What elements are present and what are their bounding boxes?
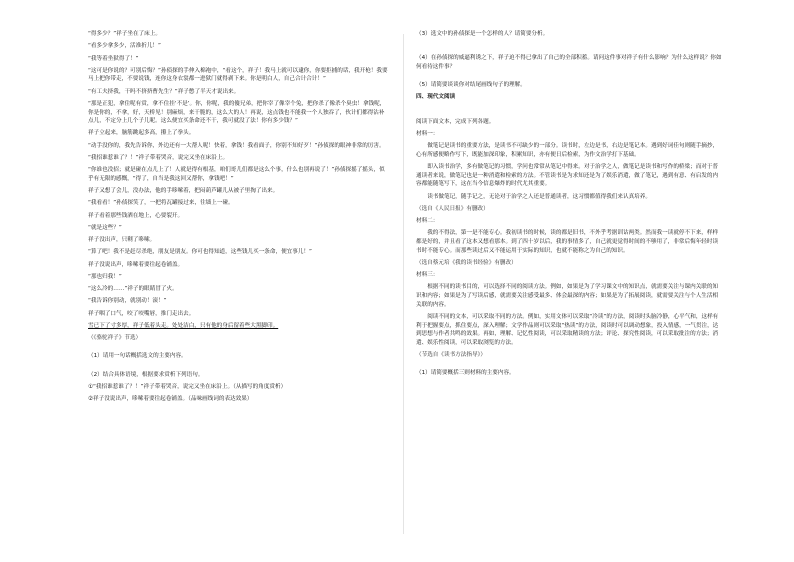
material-1-paragraph: 读书做笔记，随手记之，无论对于治学之人还是普通读者，这习惯都值得我们来认真培养。 <box>427 193 651 200</box>
narration-line: 祥子没出声，只剩了哆嗦。 <box>88 237 156 244</box>
material-2-source: （选自蔡元培《我的读书经验》有删改） <box>416 259 517 266</box>
narration-line: 祥子咽了口气，咬了咬嘴唇，推门走出去。 <box>88 310 195 317</box>
dialogue-line: “动手没你的，我先告诉你，外边还有一大帮人呢！快着，拿钱！我看面子，你别不知好歹！”孙侦探的眼神非常的厉害。 <box>88 142 385 149</box>
dialogue-line: “这么冷的……”祥子的眼睛冒了火。 <box>88 286 178 293</box>
material-2-paragraph: 我的不得法，第一是不能专心。我初读书的时候，读的都是旧书，不外乎考据训诂两类。然而我一读就停不下来，样样都是好的，并且看了这本又想看那本。到了四十岁以后，我的事情多了，自己就更觉得时间的不够用了，非常后悔年轻时读书时不能专心。而那些读过后又不能运用于实际的知识，也就不能称之为自己的知识。 <box>416 230 719 254</box>
dialogue-line: “看多少拿多少，活准折儿！” <box>88 43 161 50</box>
dialogue-line: “那是正犯，拿住呢有赏，拿不住挂‘不是’。你，你呢，我的傻兄弟，把你宰了像宰个兔，把你杀了像杀个臭虫！拿钱呢，你是你的，不拿，好，天桥见！别麻烦，来干脆的，这么大的人！再说，这点钱也不能我一个人独吞了，伙计们都得沾补点儿，不定分上几个子儿呢。这么便宜买条命还不干，我可就没了法！你有多少钱？” <box>88 100 386 125</box>
material-1-paragraph: 做笔记是读书的重要方法，是读书不可缺少的一部分。读书时，左边是书，右边是笔记本。遇到好词佳句则随手摘抄，心有所感便略作写下，既能加深印象，积累知识，亦有便日后检索，为作文治学打下基础。 <box>416 143 719 158</box>
question-2: （2）结合具体语境，根据要求赏析下列语句。 <box>88 371 204 378</box>
dialogue-line: “那也归我！” <box>88 273 122 280</box>
right-column <box>416 30 722 382</box>
material-3-label: 材料三： <box>416 272 439 279</box>
dialogue-line: “这可是你说的？可别后悔？”孙侦探的手伸入棉袍中，“看这个，祥子！我马上就可以逮你，你要拒捕的话，我开枪！我要马上把你带走，不要说钱，连你这身衣裳都一进狱门就得剥下来。你是明白人，自己合计合计！” <box>88 67 388 83</box>
dialogue-line: “得多少？”祥子坐在了床上。 <box>88 31 161 37</box>
dialogue-line: “我告诉你别动，就别动！滚！” <box>88 298 167 305</box>
dialogue-line: “我看看！”孙侦探笑了，一把将瓦罐接过来，往墙上一碰。 <box>88 200 234 207</box>
narration-line: 祥子立起来，脑筋跳起多高，攥上了拳头。 <box>88 130 195 137</box>
question-4: （4）在孙侦探的威逼利诱之下，祥子迫不得已拿出了自己的全部积蓄。请问这件事对祥子有什么影响？为什么这样说？你如何看待这件事？ <box>416 55 722 70</box>
dialogue-line: “你谁也没招；就是碰在点儿上了！人就是得有根基，咱们哥儿们都是这么个事，什么也别再说了！”孙侦探摇了摇头，似乎有无限的感慨，“得了，自当是我这回又帮你，拿钱吧！” <box>88 167 385 182</box>
material-2-label: 材料二： <box>416 218 439 225</box>
section-heading: 四、现代文阅读 <box>416 94 456 101</box>
dialogue-line: “就是这些？” <box>88 224 122 231</box>
question-2-item-b: ②祥子没说出声，哆嗦着要往起卷铺盖。（品味画线词的表达效果） <box>88 396 253 403</box>
dialogue-line: “我招谁惹谁了？！”祥子带着哭音，说完又坐在床沿上。 <box>88 154 229 161</box>
material-3-paragraph: 根据不同的读书目的，可以选择不同的阅读方法。例如，如果是为了学习课文中的知识点，就需要关注与课内关联的知识和内容；如果是为了写读后感，就需要关注感受最多、体会最深的内容；如果是为了拓展阅读，就需要关注与个人生活相关联的内容。 <box>416 284 719 308</box>
underlined-ending-line: 雪已下了寸多厚，祥子低着头走。处处洁白，只有他的身后留着些大黑脚印。 <box>88 322 279 329</box>
material-3-paragraph: 阅读不同的文本，可以采取不同的方法。例如，实用文体可以采取“冷读”的方法，阅读时头脑冷静，心平气和，这样有利于把握要点，抓住要点，深入理解；文学作品则可以采取“热读”的方法，阅读时可以调动想象，投入情感，一气贯注，达到思想与作者共鸣的效果。再如，理解、记忆性阅读，可以采取精读的方法；评论、探究性阅读，可以采取批注的方法；消遣、娱乐性阅读，可以采取浏览的方法。 <box>416 314 719 346</box>
reading-instructions: 阅读下面文本，完成下列各题。 <box>416 118 495 125</box>
narration-line: 祥子看着那些钱洒在地上，心要裂开。 <box>88 212 184 219</box>
dialogue-line: “我等着坐狱得了！” <box>88 55 139 62</box>
reading-question-1: （1）请简要概括三则材料的主要内容。 <box>416 370 515 377</box>
question-3: （3）选文中的孙侦探是一个怎样的人？请简要分析。 <box>416 31 549 37</box>
dialogue-line: “算了吧！我不是赶尽杀绝，朋友是朋友。你可也得知道，这些钱儿买一条命，便宜事儿！” <box>88 249 312 256</box>
material-1-source: （选自《人民日报》有删改） <box>416 205 489 212</box>
question-2-item-a: ①“我招谁惹谁了？！”祥子带着哭音，说完又坐在床沿上。（从描写的角度赏析） <box>88 383 287 390</box>
narration-line: 祥子又想了会儿，没办法，他的手哆嗦着，把闷葫芦罐儿从被子里掏了出来。 <box>88 188 279 195</box>
excerpt-source: （《骆驼祥子》节选） <box>88 335 142 342</box>
material-1-paragraph: 即入读书治学，多有做笔记的习惯，学问也常常从笔记中得来。对于治学之人，做笔记是读书和写作的桥梁；而对于普通读者来说，做笔记也是一种消遣和检索的方法。不管读书是为求知还是为了娱乐消遣，做了笔记，遇到有意、有启发的内容都能随笔写下，这在当今信息爆炸的时代尤其重要。 <box>416 164 719 188</box>
left-column <box>88 30 388 407</box>
column-divider <box>403 34 404 534</box>
question-1: （1）请用一句话概括选文的主要内容。 <box>88 353 187 360</box>
material-3-source: （节选自《读书方法指导》） <box>416 352 486 359</box>
dialogue-line: “有工夫挤我，干吗不挤挤曹先生？”祥子憋了半天才说出来。 <box>88 88 240 95</box>
narration-line: 祥子没说出声，哆嗦着要往起卷铺盖。 <box>88 261 184 268</box>
question-5: （5）请简要谈谈你对结尾画线句子的理解。 <box>416 82 526 89</box>
material-1-label: 材料一： <box>416 130 439 137</box>
